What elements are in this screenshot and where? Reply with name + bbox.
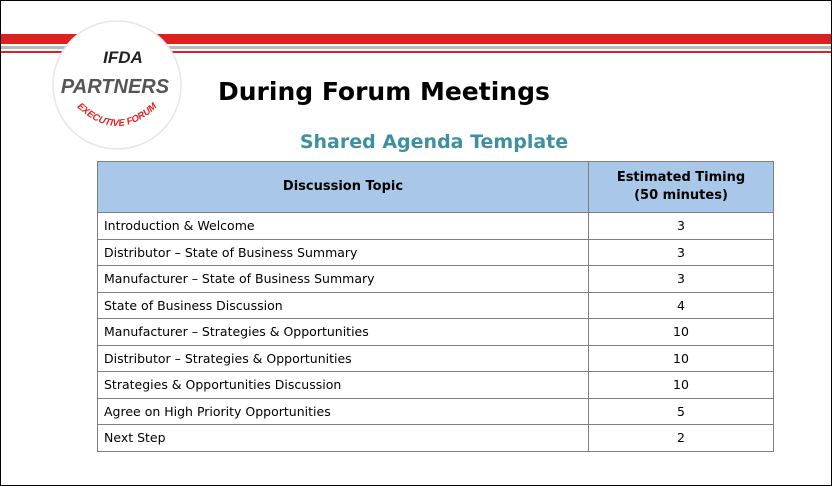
header-timing-line1: Estimated Timing <box>616 170 746 185</box>
table-row <box>98 292 774 319</box>
header-discussion-topic: Discussion Topic <box>98 162 589 213</box>
row-minutes: 3 <box>589 266 774 293</box>
table-row <box>98 239 774 266</box>
table-row <box>98 319 774 346</box>
table-row <box>98 372 774 399</box>
logo-tagline: EXECUTIVE FORUM <box>74 100 160 130</box>
page-subtitle: Shared Agenda Template <box>299 131 569 153</box>
table-row <box>98 345 774 372</box>
row-minutes: 4 <box>589 292 774 319</box>
row-minutes: 10 <box>589 319 774 346</box>
table-row <box>98 425 774 452</box>
row-minutes: 3 <box>589 213 774 240</box>
header-timing-line2: (50 minutes) <box>634 188 728 203</box>
agenda-table <box>97 161 774 452</box>
row-minutes: 10 <box>589 345 774 372</box>
row-topic: Manufacturer – Strategies & Opportunities <box>98 319 589 346</box>
row-topic: Next Step <box>98 425 589 452</box>
row-topic: State of Business Discussion <box>98 292 589 319</box>
row-minutes: 10 <box>589 372 774 399</box>
page-title: During Forum Meetings <box>218 77 550 106</box>
row-minutes: 5 <box>589 398 774 425</box>
row-minutes: 2 <box>589 425 774 452</box>
row-topic: Manufacturer – State of Business Summary <box>98 266 589 293</box>
table-row <box>98 398 774 425</box>
logo-brand: IFDA <box>103 48 143 67</box>
row-topic: Agree on High Priority Opportunities <box>98 398 589 425</box>
row-topic: Distributor – Strategies & Opportunities <box>98 345 589 372</box>
row-topic: Strategies & Opportunities Discussion <box>98 372 589 399</box>
row-topic: Introduction & Welcome <box>98 213 589 240</box>
table-row <box>98 213 774 240</box>
table-header-row <box>98 162 774 213</box>
table-row <box>98 266 774 293</box>
row-topic: Distributor – State of Business Summary <box>98 239 589 266</box>
logo-wordmark: PARTNERS <box>60 76 170 98</box>
row-minutes: 3 <box>589 239 774 266</box>
header-estimated-timing <box>589 162 774 213</box>
